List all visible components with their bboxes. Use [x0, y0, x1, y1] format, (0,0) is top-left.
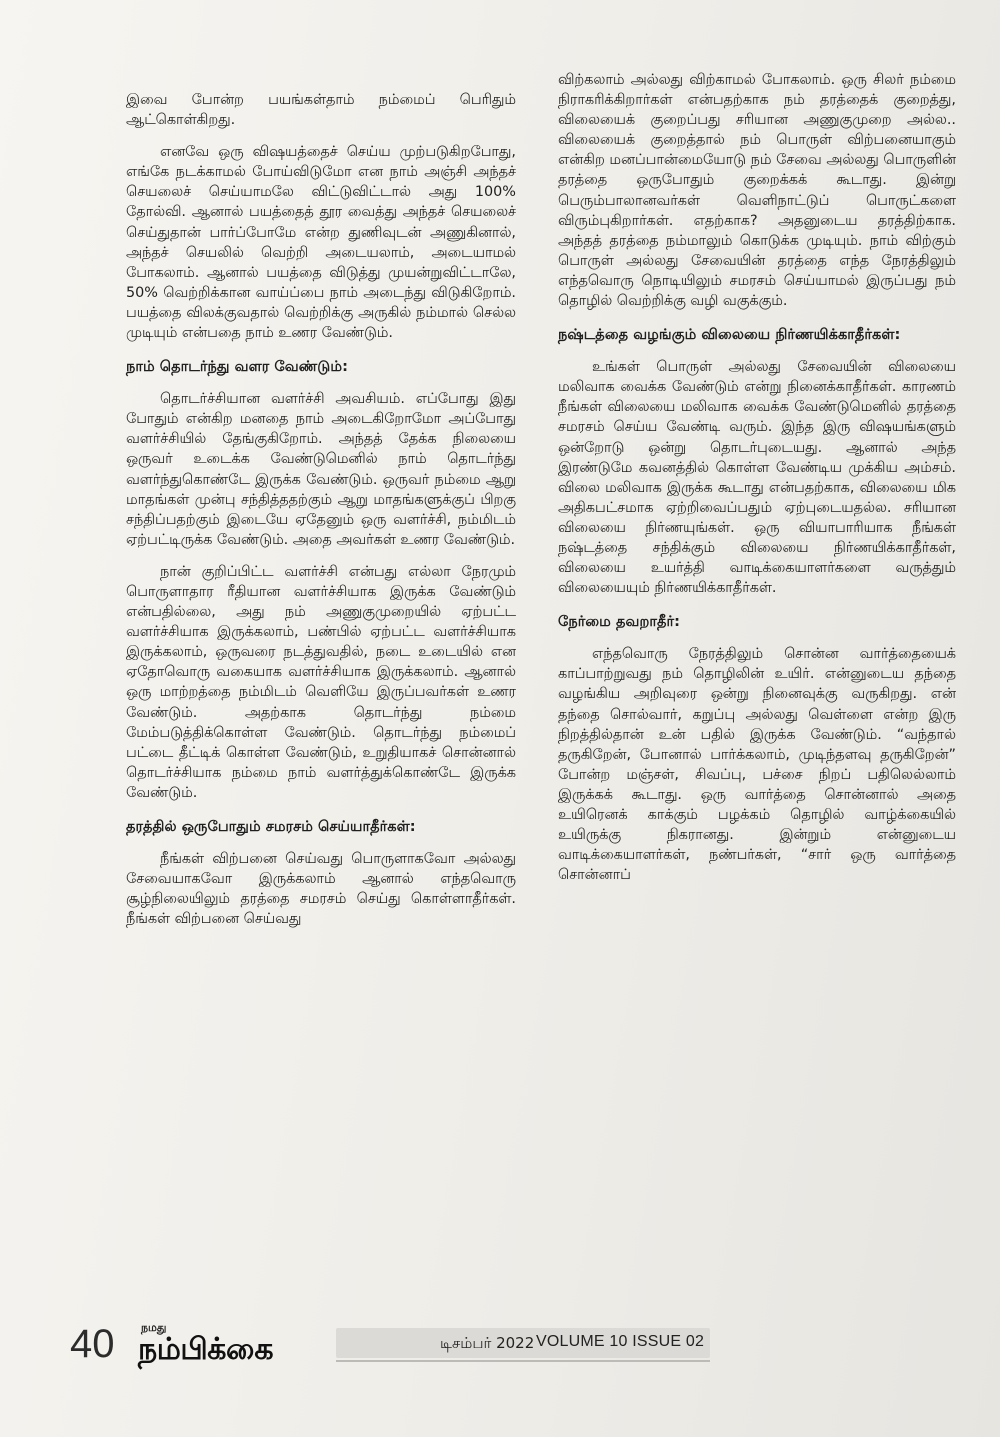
section-heading: நேர்மை தவறாதீர்: [558, 613, 680, 631]
brand-prefix: நமது [141, 1321, 167, 1334]
paragraph: உங்கள் பொருள் அல்லது சேவையின் விலையை மலிவாக வைக்க வேண்டும் என்று நினைக்காதீர்கள். காரணம் நீங்கள் விலையை மலிவாக வைக்க வேண்டுமெனில் தரத்தை சமரசம் செய்ய வேண்டி வரும். இந்த இரு விஷயங்களும் ஒன்றோடு ஒன்று தொடர்புடையது. ஆனால் அந்த இரண்டுமே கவனத்தில் கொள்ள வேண்டிய முக்கிய அம்சம். விலை மலிவாக இருக்க கூடாது என்பதற்காக, விலையை மிக அதிகபட்சமாக ஏற்றிவைப்பதும் ஏற்புடையதல்ல. சரியான விலையை நிர்ணயுங்கள். ஒரு வியாபாரியாக நீங்கள் நஷ்டத்தை சந்திக்கும் விலையை நிர்ணயிக்காதீர்கள், விலையை உயர்த்தி வாடிக்கையாளர்களை வருத்தும் விலையையும் நிர்ணயிக்காதீர்கள். [558, 359, 956, 597]
paragraph: இவை போன்ற பயங்கள்தாம் நம்மைப் பெரிதும் ஆட்கொள்கிறது. [126, 92, 516, 129]
section-heading: தரத்தில் ஒருபோதும் சமரசம் செய்யாதீர்கள்: [126, 818, 416, 835]
issue-underline [336, 1360, 710, 1362]
left-column [126, 90, 516, 941]
paragraph: நான் குறிப்பிட்ட வளர்ச்சி என்பது எல்லா நேரமும் பொருளாதார ரீதியான வளர்ச்சியாக இருக்க வேண்டும் என்பதில்லை, அது நம் அணுகுமுறையில் ஏற்பட்ட வளர்ச்சியாக இருக்கலாம், பண்பில் ஏற்பட்ட வளர்ச்சியாக இருக்கலாம், ஒருவரை நடத்துவதில், நடை உடையில் என ஏதோவொரு வகையாக வளர்ச்சியாக இருக்கலாம். ஆனால் ஒரு மாற்றத்தை நம்மிடம் வெளியே இருப்பவர்கள் உணர வேண்டும். அதற்காக தொடர்ந்து நம்மை மேம்படுத்திக்கொள்ள வேண்டும். தொடர்ந்து நம்மைப் பட்டை தீட்டிக் கொள்ள வேண்டும், உறுதியாகச் சொன்னால் தொடர்ச்சியாக நம்மை நாம் வளர்த்துக்கொண்டே இருக்க வேண்டும். [126, 563, 516, 801]
section-heading: நஷ்டத்தை வழங்கும் விலையை நிர்ணயிக்காதீர்கள்: [558, 326, 901, 344]
paragraph: விற்கலாம் அல்லது விற்காமல் போகலாம். ஒரு சிலர் நம்மை நிராகரிக்கிறார்கள் என்பதற்காக நம் தரத்தைக் குறைத்து, விலையைக் குறைப்பது சரியான அணுகுமுறை அல்ல.. விலையைக் குறைத்தால் நம் பொருள் விற்பனையாகும் என்கிற மனப்பான்மையோடு நம் சேவை அல்லது பொருளின் தரத்தை ஒருபோதும் குறைக்கக் கூடாது. இன்று பெரும்பாலானவர்கள் வெளிநாட்டுப் பொருட்களை விரும்புகிறார்கள். எதற்காக? அதனுடைய தரத்திற்காக. அந்தத் தரத்தை நம்மாலும் கொடுக்க முடியும். நாம் விற்கும் பொருள் அல்லது சேவையின் தரத்தை எந்த நேரத்திலும் எந்தவொரு நொடியிலும் சமரசம் செய்யாமல் இருப்பது நம் தொழில் வெற்றிக்கு வழி வகுக்கும். [558, 72, 956, 310]
issue-date: டிசம்பர் 2022 [440, 1334, 535, 1352]
paragraph: நீங்கள் விற்பனை செய்வது பொருளாகவோ அல்லது சேவையாகவோ இருக்கலாம் ஆனால் எந்தவொரு சூழ்நிலையிலும் தரத்தை சமரசம் செய்து கொள்ளாதீர்கள். நீங்கள் விற்பனை செய்வது [126, 851, 516, 928]
paragraph: எனவே ஒரு விஷயத்தைச் செய்ய முற்படுகிறபோது, எங்கே நடக்காமல் போய்விடுமோ என நாம் அஞ்சி அந்தச் செயலைச் செய்யாமலே விட்டுவிட்டால் அது 100% தோல்வி. ஆனால் பயத்தைத் தூர வைத்து அந்தச் செயலைச் செய்துதான் பார்ப்போமே என்ற துணிவுடன் அணுகினால், அந்தச் செயலில் வெற்றி அடையலாம், அடையாமல் போகலாம். ஆனால் பயத்தை விடுத்து முயன்றுவிட்டாலே, 50% வெற்றிக்கான வாய்ப்பை நாம் அடைந்து விடுகிறோம். பயத்தை விலக்குவதால் வெற்றிக்கு அருகில் நம்மால் செல்ல முடியும் என்பதை நாம் உணர வேண்டும். [126, 144, 516, 342]
section-heading: நாம் தொடர்ந்து வளர வேண்டும்: [126, 358, 348, 376]
page-footer [0, 1318, 1000, 1378]
paragraph: எந்தவொரு நேரத்திலும் சொன்ன வார்த்தையைக் காப்பாற்றுவது நம் தொழிலின் உயிர். என்னுடைய தந்தை வழங்கிய அறிவுரை ஒன்று நினைவுக்கு வருகிறது. என் தந்தை சொல்வார், கறுப்பு அல்லது வெள்ளை என்ற இரு நிறத்தில்தான் உன் பதில் இருக்க வேண்டும். “வந்தால் தருகிறேன், போனால் பார்க்கலாம், முடிந்தளவு தருகிறேன்” போன்ற மஞ்சள், சிவப்பு, பச்சை நிறப் பதிலெல்லாம் இருக்கக் கூடாது. ஒரு வார்த்தை சொன்னால் அதை உயிரெனக் காக்கும் பழக்கம் தொழில் வாழ்க்கையில் உயிருக்கு நிகரானது. இன்றும் என்னுடைய வாடிக்கையாளர்கள், நண்பர்கள், “சார் ஒரு வார்த்தை சொன்னாப் [558, 646, 956, 884]
issue-volume: VOLUME 10 ISSUE 02 [536, 1333, 705, 1350]
paragraph: தொடர்ச்சியான வளர்ச்சி அவசியம். எப்போது இது போதும் என்கிற மனதை நாம் அடைகிறோமோ அப்போது வளர்ச்சியில் தேங்குகிறோம். அந்தத் தேக்க நிலையை ஒருவர் உடைக்க வேண்டுமெனில் நாம் தொடர்ந்து வளர்ந்துகொண்டே இருக்க வேண்டும். ஒருவர் நம்மை ஆறு மாதங்கள் முன்பு சந்தித்ததற்கும் ஆறு மாதங்களுக்குப் பிறகு சந்திப்பதற்கும் இடையே ஏதேனும் ஒரு வளர்ச்சி, நம்மிடம் ஏற்பட்டிருக்க வேண்டும். அதை அவர்கள் உணர வேண்டும். [126, 391, 516, 548]
page-number: 40 [70, 1322, 115, 1366]
magazine-logo: நம்பிக்கை [138, 1332, 274, 1367]
right-column [558, 70, 956, 897]
